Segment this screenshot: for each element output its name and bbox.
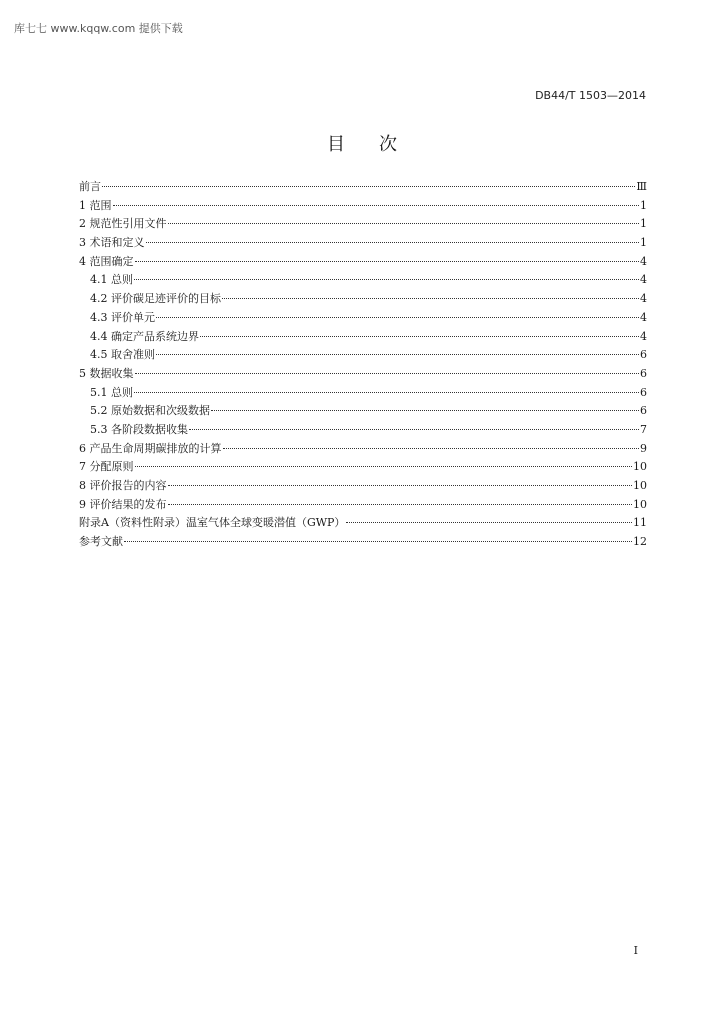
toc-entry-page: 1 bbox=[640, 236, 647, 250]
toc-entry-label: 参考文献 bbox=[79, 535, 123, 549]
toc-entry-label: 4.4 确定产品系统边界 bbox=[90, 329, 199, 343]
toc-entry[interactable] bbox=[79, 477, 647, 496]
toc-entry[interactable] bbox=[79, 309, 647, 328]
toc-entry-page: 6 bbox=[640, 404, 647, 418]
toc-leader-dots bbox=[124, 541, 632, 542]
toc-entry-label: 5 数据收集 bbox=[79, 366, 134, 380]
toc-entry-page: 6 bbox=[640, 366, 647, 380]
toc-entry[interactable] bbox=[79, 346, 647, 365]
toc-entry-page: 4 bbox=[640, 329, 647, 343]
toc-entry[interactable] bbox=[79, 421, 647, 440]
toc-entry[interactable] bbox=[79, 514, 647, 533]
toc-leader-dots bbox=[168, 485, 633, 486]
toc-entry[interactable] bbox=[79, 440, 647, 459]
toc-leader-dots bbox=[102, 186, 635, 187]
toc-leader-dots bbox=[146, 242, 640, 243]
toc-entry-label: 7 分配原则 bbox=[79, 460, 134, 474]
toc-entry-page: 9 bbox=[640, 441, 647, 455]
toc-leader-dots bbox=[168, 504, 633, 505]
toc-leader-dots bbox=[135, 261, 640, 262]
toc-entry-page: 11 bbox=[633, 516, 647, 530]
toc-entry[interactable] bbox=[79, 197, 647, 216]
toc-leader-dots bbox=[113, 205, 640, 206]
toc-entry-label: 8 评价报告的内容 bbox=[79, 479, 167, 492]
toc-entry-label: 5.1 总则 bbox=[90, 385, 133, 399]
toc-entry-label: 4.5 取舍准则 bbox=[90, 348, 155, 362]
toc-entry-label: 6 产品生命周期碳排放的计算 bbox=[79, 441, 222, 455]
toc-entry-label: 4.1 总则 bbox=[90, 273, 133, 287]
toc-leader-dots bbox=[156, 354, 639, 355]
toc-entry-page: 10 bbox=[633, 497, 647, 511]
toc-entry-label: 附录A（资料性附录）温室气体全球变暖潜值（GWP） bbox=[79, 516, 346, 530]
toc-entry[interactable] bbox=[79, 234, 647, 253]
toc-entry[interactable] bbox=[79, 178, 647, 197]
toc-entry-label: 3 术语和定义 bbox=[79, 236, 145, 250]
toc-entry-label: 1 范围 bbox=[79, 198, 112, 212]
toc-leader-dots bbox=[135, 373, 640, 374]
toc-entry-page: 1 bbox=[640, 217, 647, 231]
toc-leader-dots bbox=[222, 298, 639, 299]
toc-entry-page: 10 bbox=[633, 460, 647, 474]
watermark-text: 库七七 www.kqqw.com 提供下载 bbox=[14, 22, 183, 35]
toc-entry[interactable] bbox=[79, 215, 647, 234]
toc-leader-dots bbox=[134, 392, 639, 393]
page-number: I bbox=[633, 944, 638, 957]
toc-leader-dots bbox=[134, 279, 639, 280]
page-title: 目次 bbox=[327, 134, 431, 155]
toc-leader-dots bbox=[168, 223, 640, 224]
toc-entry[interactable] bbox=[79, 253, 647, 272]
toc-entry-page: 6 bbox=[640, 348, 647, 362]
toc-entry[interactable] bbox=[79, 458, 647, 477]
toc-entry-page: 7 bbox=[640, 422, 647, 436]
table-of-contents bbox=[79, 178, 647, 552]
toc-leader-dots bbox=[200, 336, 639, 337]
toc-entry-label: 2 规范性引用文件 bbox=[79, 217, 167, 231]
toc-leader-dots bbox=[135, 466, 633, 467]
toc-entry-label: 4 范围确定 bbox=[79, 254, 134, 268]
toc-entry-page: 4 bbox=[640, 292, 647, 306]
toc-entry[interactable] bbox=[79, 328, 647, 347]
toc-leader-dots bbox=[156, 317, 639, 318]
toc-entry-label: 5.2 原始数据和次级数据 bbox=[90, 404, 210, 418]
toc-entry[interactable] bbox=[79, 365, 647, 384]
toc-entry-page: 10 bbox=[633, 479, 647, 492]
toc-entry-label: 9 评价结果的发布 bbox=[79, 497, 167, 511]
toc-entry[interactable] bbox=[79, 402, 647, 421]
toc-entry[interactable] bbox=[79, 271, 647, 290]
toc-entry-page: 4 bbox=[640, 310, 647, 324]
document-code: DB44/T 1503—2014 bbox=[535, 89, 646, 102]
toc-entry-label: 前言 bbox=[79, 180, 101, 193]
toc-leader-dots bbox=[189, 429, 639, 430]
toc-entry-page: 4 bbox=[640, 273, 647, 287]
toc-entry-page: Ⅲ bbox=[636, 180, 647, 193]
toc-entry-label: 5.3 各阶段数据收集 bbox=[90, 422, 188, 436]
toc-entry-page: 12 bbox=[633, 535, 647, 549]
toc-entry[interactable] bbox=[79, 290, 647, 309]
toc-entry-label: 4.3 评价单元 bbox=[90, 310, 155, 324]
toc-entry-page: 6 bbox=[640, 385, 647, 399]
toc-entry-label: 4.2 评价碳足迹评价的目标 bbox=[90, 292, 221, 306]
toc-leader-dots bbox=[346, 522, 632, 523]
toc-entry-page: 4 bbox=[640, 254, 647, 268]
toc-entry[interactable] bbox=[79, 533, 647, 552]
toc-leader-dots bbox=[211, 410, 639, 411]
toc-entry[interactable] bbox=[79, 496, 647, 515]
toc-leader-dots bbox=[223, 448, 640, 449]
toc-entry[interactable] bbox=[79, 384, 647, 403]
toc-entry-page: 1 bbox=[640, 198, 647, 212]
